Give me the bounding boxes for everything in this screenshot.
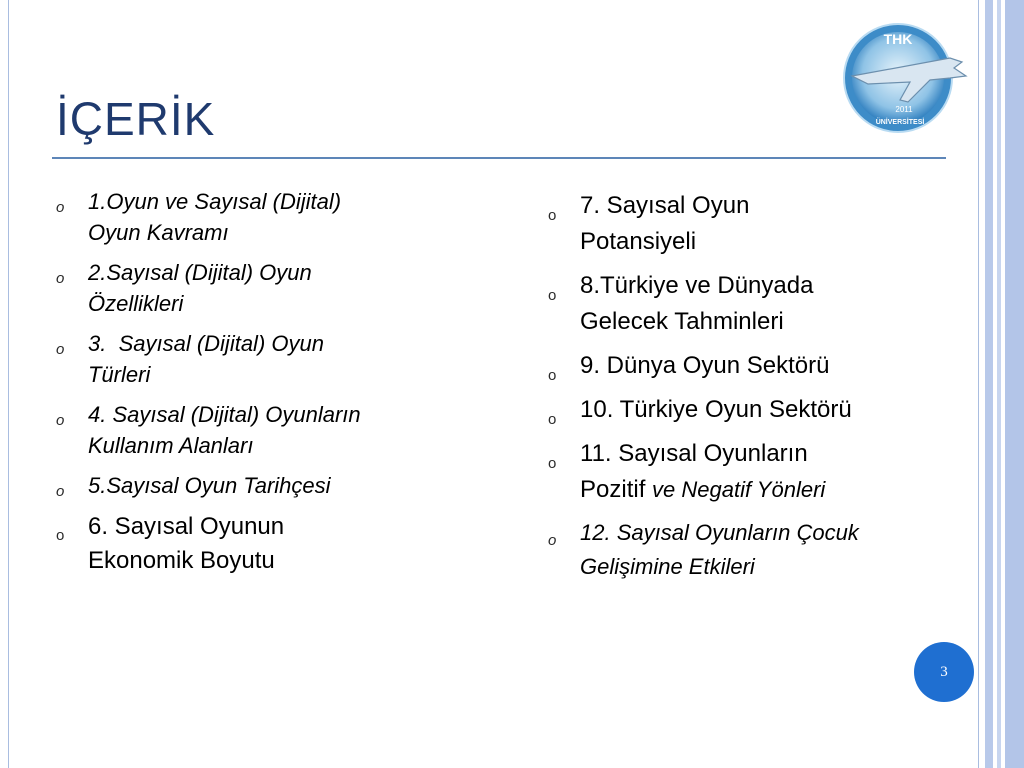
toc-item-text: Özellikleri — [88, 291, 184, 316]
toc-item-2 — [56, 257, 486, 319]
toc-item-text: 12. Sayısal Oyunların Çocuk — [580, 520, 859, 545]
bullet-icon: o — [548, 207, 557, 224]
toc-item-text: Potansiyeli — [580, 228, 697, 255]
toc-item-3 — [56, 328, 486, 390]
toc-left-column — [56, 186, 486, 578]
toc-item-text: 7. Sayısal Oyun — [580, 192, 750, 219]
toc-item-text: 8.Türkiye ve Dünyada — [580, 272, 814, 299]
toc-item-text: 2.Sayısal (Dijital) Oyun — [88, 260, 312, 285]
toc-item-text: Ekonomik Boyutu — [88, 547, 275, 574]
toc-item-6 — [56, 510, 486, 578]
bullet-icon: o — [548, 411, 557, 428]
bullet-icon: o — [548, 455, 557, 472]
toc-item-5 — [56, 470, 486, 501]
toc-item-7 — [548, 188, 968, 260]
toc-item-text: Gelecek Tahminleri — [580, 308, 784, 335]
bullet-icon: o — [56, 527, 65, 544]
toc-item-text: Oyun Kavramı — [88, 220, 229, 245]
left-frame-line — [8, 0, 9, 768]
bullet-icon: o — [56, 341, 65, 358]
toc-item-text: 5.Sayısal Oyun Tarihçesi — [88, 473, 331, 498]
toc-item-text: 1.Oyun ve Sayısal (Dijital) — [88, 189, 342, 214]
toc-item-8 — [548, 268, 968, 340]
bullet-icon: o — [56, 199, 65, 216]
toc-item-text: Pozitif — [580, 476, 646, 503]
toc-item-text: 11. Sayısal Oyunların — [580, 440, 808, 467]
toc-item-text: Kullanım Alanları — [88, 433, 254, 458]
bullet-icon: o — [56, 483, 65, 500]
logo-year: 2011 — [895, 105, 913, 114]
toc-item-4 — [56, 399, 486, 461]
toc-item-text: 10. Türkiye Oyun Sektörü — [580, 396, 852, 423]
toc-item-text: 3. Sayısal (Dijital) Oyun — [88, 331, 324, 356]
toc-item-9 — [548, 348, 968, 384]
bullet-icon: o — [56, 270, 65, 287]
toc-item-text: Türleri — [88, 362, 151, 387]
logo-bottom-text: ÜNİVERSİTESİ — [875, 119, 925, 126]
toc-item-11 — [548, 436, 968, 508]
thk-university-logo — [838, 18, 970, 134]
toc-item-10 — [548, 392, 968, 428]
toc-item-1 — [56, 186, 486, 248]
toc-item-text: 4. Sayısal (Dijital) Oyunların — [88, 402, 361, 427]
page-number-badge: 3 — [914, 642, 974, 702]
decorative-side-stripes — [985, 0, 1024, 768]
bullet-icon: o — [548, 532, 557, 549]
slide-title: İÇERİK — [56, 93, 216, 145]
toc-item-text: 6. Sayısal Oyunun — [88, 513, 285, 540]
bullet-icon: o — [548, 287, 557, 304]
toc-right-column — [548, 188, 968, 584]
toc-item-12 — [548, 516, 968, 584]
bullet-icon: o — [56, 412, 65, 429]
logo-top-text: THK — [883, 31, 913, 47]
toc-item-text: Gelişimine Etkileri — [580, 554, 755, 579]
right-frame-line — [978, 0, 979, 768]
bullet-icon: o — [548, 367, 557, 384]
toc-item-text: 9. Dünya Oyun Sektörü — [580, 352, 830, 379]
title-underline — [52, 157, 946, 159]
toc-item-text-italic: ve Negatif Yönleri — [652, 477, 826, 502]
